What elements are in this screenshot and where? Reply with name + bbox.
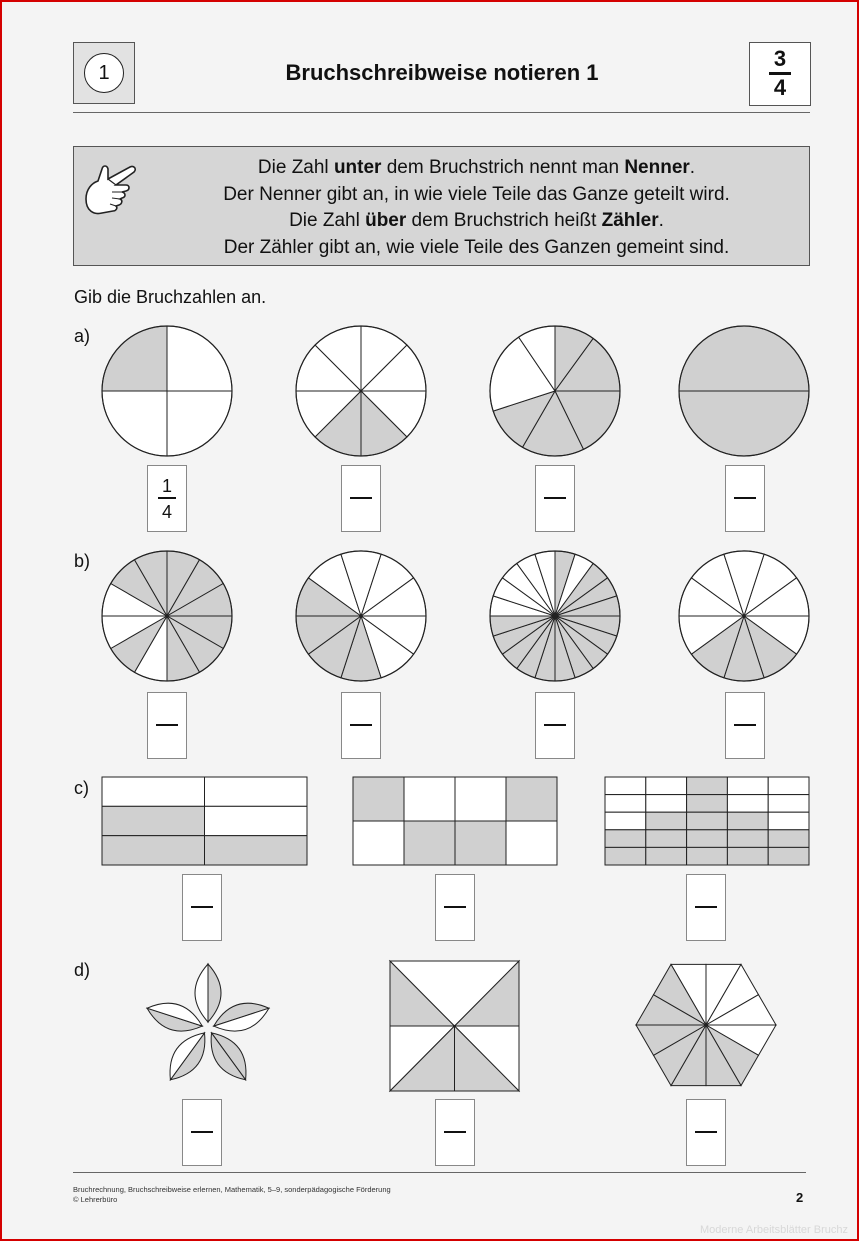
level-denominator: 4 [773, 75, 787, 100]
flower-d1-petal-half [195, 964, 208, 1022]
answer-numerator: 1 [161, 476, 172, 496]
answer-dash [350, 724, 372, 726]
answer-dash [734, 497, 756, 499]
answer-box-c3[interactable] [686, 874, 726, 941]
rect-c3-cell [605, 812, 646, 830]
answer-box-b2[interactable] [341, 692, 381, 759]
answer-box-a1 [147, 465, 187, 532]
answer-dash [695, 906, 717, 908]
rect-c3-cell [605, 795, 646, 813]
rect-c2-cell [455, 821, 506, 865]
rect-c3-cell [646, 812, 687, 830]
circle-a1-slice [167, 326, 232, 391]
rect-c1-cell [205, 777, 308, 806]
info-line-4: Der Zähler gibt an, wie viele Teile des Ganzen gemeint sind. [223, 236, 730, 258]
rect-c3-cell [646, 830, 687, 848]
rect-c2-cell [506, 821, 557, 865]
footer-divider [73, 1172, 806, 1173]
answer-dash [444, 906, 466, 908]
rect-c3-cell [727, 830, 768, 848]
answer-box-b1[interactable] [147, 692, 187, 759]
rect-c2-cell [506, 777, 557, 821]
rect-c1-cell [205, 806, 308, 835]
rect-c1-cell [102, 836, 205, 865]
answer-box-d2[interactable] [435, 1099, 475, 1166]
rect-c1-cell [102, 777, 205, 806]
circle-a1-slice [167, 391, 232, 456]
rect-c3-cell [768, 777, 809, 795]
answer-denominator: 4 [161, 502, 172, 522]
flower-d1-petal-half [208, 964, 221, 1022]
circle-a1-slice [102, 391, 167, 456]
rect-c3-cell [727, 777, 768, 795]
rect-c3-cell [727, 812, 768, 830]
answer-dash [191, 906, 213, 908]
section-label-c: c) [74, 778, 89, 798]
info-line-2: Der Nenner gibt an, in wie viele Teile das Ganze geteilt wird. [223, 183, 730, 205]
rect-c3-cell [687, 830, 728, 848]
rect-c2-cell [404, 821, 455, 865]
page-number: 2 [796, 1190, 804, 1205]
answer-box-a4[interactable] [725, 465, 765, 532]
rect-c2-cell [455, 777, 506, 821]
answer-box-d3[interactable] [686, 1099, 726, 1166]
section-label-a: a) [74, 326, 91, 346]
rect-c3-cell [646, 777, 687, 795]
rect-c3-cell [605, 847, 646, 865]
instruction-text: Gib die Bruchzahlen an. [74, 287, 267, 307]
rect-c3-cell [768, 795, 809, 813]
watermark: Moderne Arbeitsblätter Bruchz [700, 1224, 848, 1236]
rect-c3-cell [605, 777, 646, 795]
rect-c3-cell [727, 847, 768, 865]
rect-c2-cell [404, 777, 455, 821]
rect-c3-cell [727, 795, 768, 813]
answer-dash [191, 1131, 213, 1133]
circle-a4-slice [679, 391, 809, 456]
info-line-3: Die Zahl über dem Bruchstrich heißt Zähler. [289, 210, 664, 231]
rect-c3-cell [605, 830, 646, 848]
answer-dash [734, 724, 756, 726]
footer-line-1: Bruchrechnung, Bruchschreibweise erlernen, Mathematik, 5–9, sonderpädagogische Förderung [73, 1185, 391, 1194]
footer-text [73, 1185, 391, 1205]
rect-c1-cell [205, 836, 308, 865]
answer-box-c1[interactable] [182, 874, 222, 941]
rect-c3-cell [687, 795, 728, 813]
rect-c3-cell [646, 795, 687, 813]
rect-c2-cell [353, 777, 404, 821]
rect-c3-cell [687, 812, 728, 830]
level-numerator: 3 [773, 46, 787, 71]
answer-dash [350, 497, 372, 499]
rect-c1-cell [102, 806, 205, 835]
answer-dash [156, 724, 178, 726]
section-label-d: d) [74, 960, 91, 980]
rect-c3-cell [768, 847, 809, 865]
answer-fraction-bar [158, 497, 176, 499]
answer-box-b4[interactable] [725, 692, 765, 759]
footer-line-2: © Lehrerbüro [73, 1195, 118, 1204]
info-line-1: Die Zahl unter dem Bruchstrich nennt man Nenner. [257, 157, 696, 178]
page-title: Bruchschreibweise notieren 1 [285, 60, 599, 85]
answer-dash [695, 1131, 717, 1133]
answer-box-d1[interactable] [182, 1099, 222, 1166]
answer-dash [444, 1131, 466, 1133]
circle-a1-slice [102, 326, 167, 391]
rect-c3-cell [768, 812, 809, 830]
rect-c3-cell [687, 777, 728, 795]
section-label-b: b) [74, 551, 91, 571]
answer-box-b3[interactable] [535, 692, 575, 759]
rect-c2-cell [353, 821, 404, 865]
answer-dash [544, 497, 566, 499]
rect-c3-cell [646, 847, 687, 865]
rect-c3-cell [768, 830, 809, 848]
answer-box-a2[interactable] [341, 465, 381, 532]
answer-box-c2[interactable] [435, 874, 475, 941]
circle-a4-slice [679, 326, 809, 391]
answer-box-a3[interactable] [535, 465, 575, 532]
task-number: 1 [84, 53, 124, 93]
answer-dash [544, 724, 566, 726]
rect-c3-cell [687, 847, 728, 865]
